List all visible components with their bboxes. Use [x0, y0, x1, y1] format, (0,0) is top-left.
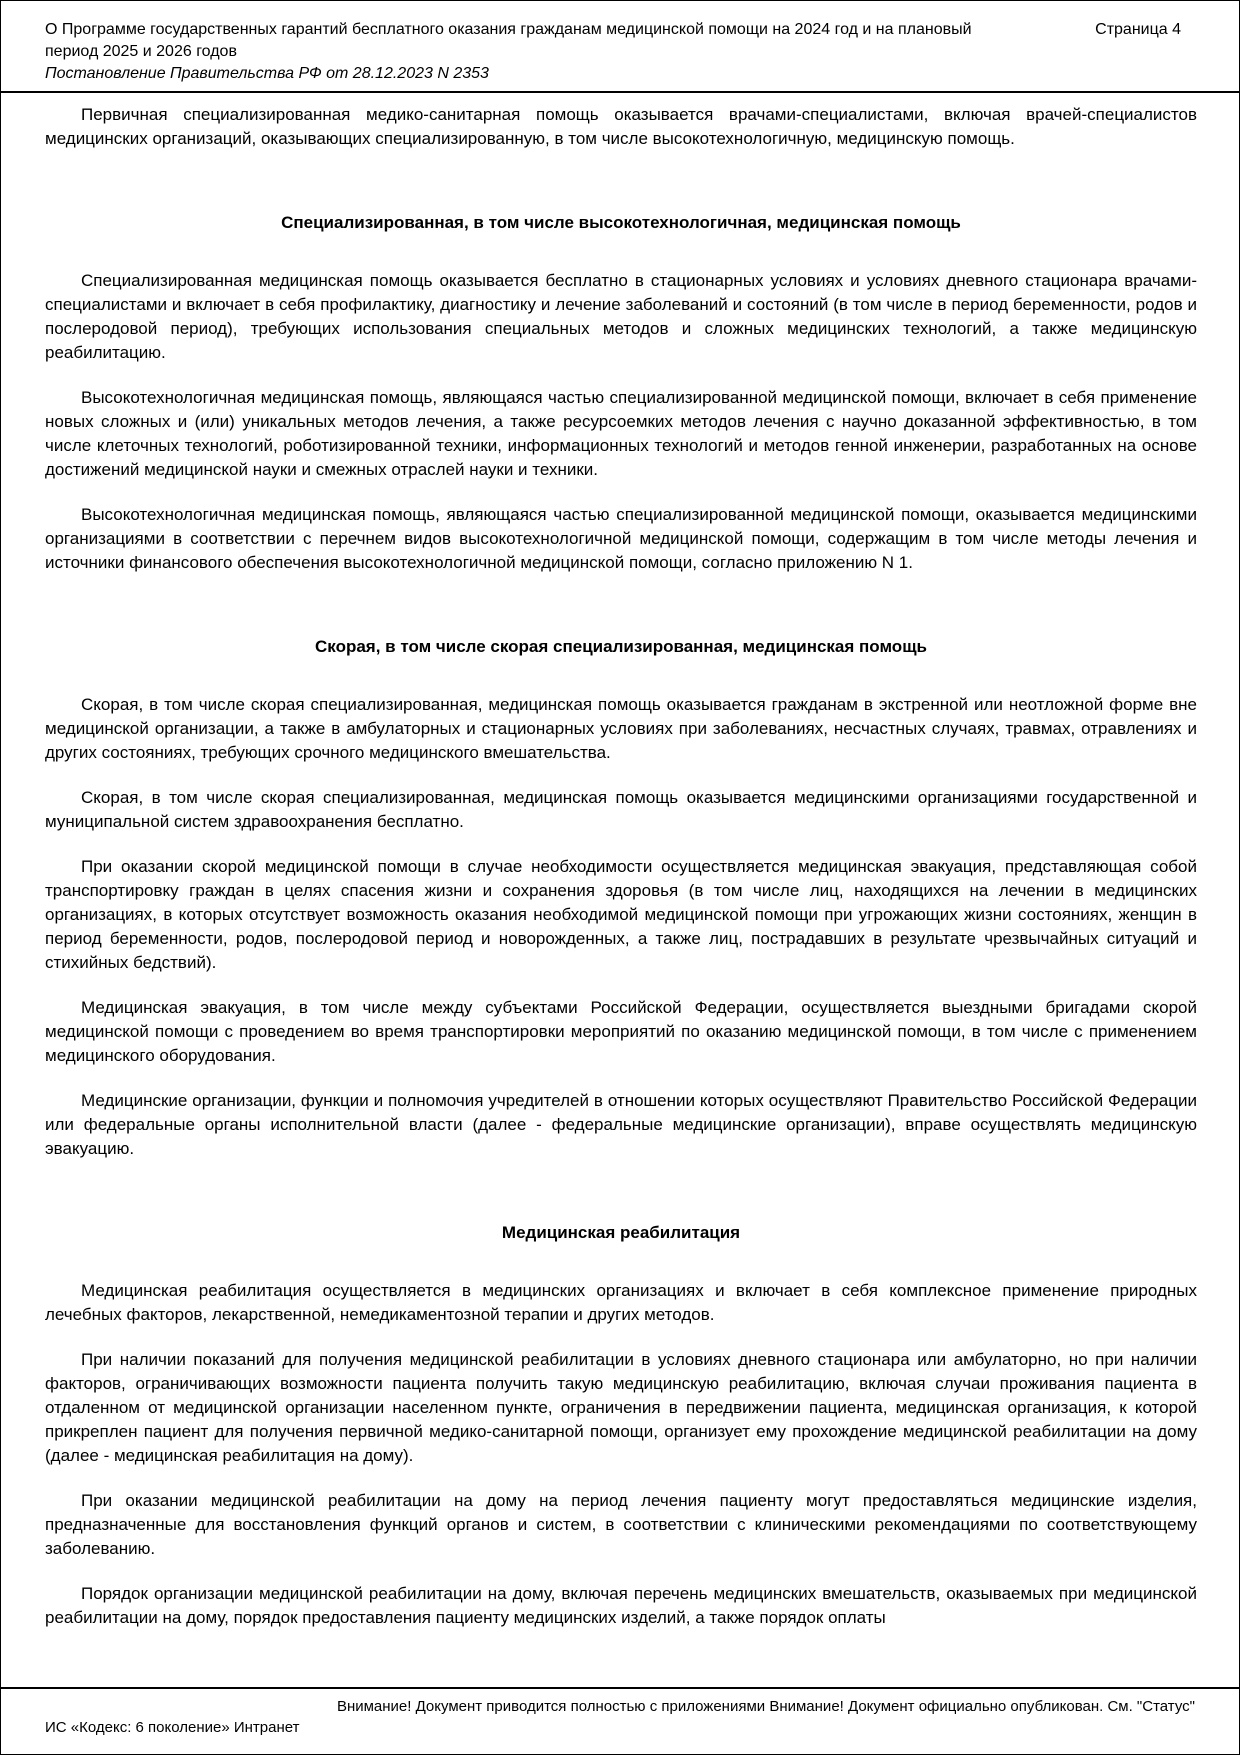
header-title-block [45, 19, 975, 85]
page-header [1, 1, 1239, 93]
paragraph: Первичная специализированная медико-санитарная помощь оказывается врачами-специалистами, включая врачей-специалистов медицинских организаций, оказывающих специализированную, в том числе высокотехнологичную, медицинскую помощь. [45, 105, 1197, 148]
document-info: Постановление Правительства РФ от 28.12.2023 N 2353 [45, 65, 489, 82]
paragraph: Медицинская реабилитация осуществляется в медицинских организациях и включает в себя комплексное применение природных лечебных факторов, лекарственной, немедикаментозной терапии и других методов. [45, 1281, 1197, 1324]
paragraph: Медицинская эвакуация, в том числе между субъектами Российской Федерации, осуществляется выездными бригадами скорой медицинской помощи с проведением во время транспортировки мероприятий по оказанию медицинской помощи, в том числе с применением медицинского оборудования. [45, 998, 1197, 1065]
document-body [1, 93, 1239, 1685]
paragraph: Скорая, в том числе скорая специализированная, медицинская помощь оказывается гражданам в экстренной или неотложной форме вне медицинской организации, а также в амбулаторных и стационарных условиях при заболеваниях, несчастных случаях, травмах, отравлениях и других состояниях, требующих срочного медицинского вмешательства. [45, 695, 1197, 762]
section-heading-medical-rehabilitation: Медицинская реабилитация [501, 1223, 741, 1242]
section-heading-specialized-care: Специализированная, в том числе высокотехнологичная, медицинская помощь [281, 213, 961, 232]
paragraph: Скорая, в том числе скорая специализированная, медицинская помощь оказывается медицинскими организациями государственной и муниципальной систем здравоохранения бесплатно. [45, 788, 1197, 831]
paragraph: При оказании медицинской реабилитации на дому на период лечения пациенту могут предоставляться медицинские изделия, предназначенные для восстановления функций органов и систем, в соответствии с клиническими рекомендациями по соответствующему заболеванию. [45, 1491, 1197, 1558]
paragraph: Медицинские организации, функции и полномочия учредителей в отношении которых осуществляют Правительство Российской Федерации или федеральные органы исполнительной власти (далее - федеральные медицинские организации), вправе осуществлять медицинскую эвакуацию. [45, 1091, 1197, 1158]
paragraph: При наличии показаний для получения медицинской реабилитации в условиях дневного стационара или амбулаторно, но при наличии факторов, ограничивающих возможности пациента получить такую медицинскую реабилитацию, включая случаи проживания пациента в отдаленном от медицинской организации населенном пункте, ограничения в передвижении пациента, медицинская организация, к которой прикреплен пациент для получения первичной медико-санитарной помощи, организует ему прохождение медицинской реабилитации на дому (далее - медицинская реабилитация на дому). [45, 1350, 1197, 1465]
section-heading-emergency-care: Скорая, в том числе скорая специализированная, медицинская помощь [315, 637, 927, 656]
paragraph: Высокотехнологичная медицинская помощь, являющаяся частью специализированной медицинской помощи, оказывается медицинскими организациями в соответствии с перечнем видов высокотехнологичной медицинской помощи, содержащим в том числе методы лечения и источники финансового обеспечения высокотехнологичной медицинской помощи, согласно приложению N 1. [45, 505, 1197, 572]
footer-notice: Внимание! Документ приводится полностью с приложениями Внимание! Документ официально опубликован. См. "Статус" [336, 1698, 1195, 1715]
document-title: О Программе государственных гарантий бесплатного оказания гражданам медицинской помощи на 2024 год и на плановый период 2025 и 2026 годов [45, 21, 972, 60]
paragraph: При оказании скорой медицинской помощи в случае необходимости осуществляется медицинская эвакуация, представляющая собой транспортировку граждан в целях спасения жизни и сохранения здоровья (в том числе лиц, находящихся на лечении в медицинских организациях, в которых отсутствует возможность оказания необходимой медицинской помощи при угрожающих жизни состояниях, женщин в период беременности, родов, послеродовой период и новорожденных, а также лиц, пострадавших в результате чрезвычайных ситуаций и стихийных бедствий). [45, 857, 1197, 972]
paragraph: Порядок организации медицинской реабилитации на дому, включая перечень медицинских вмешательств, оказываемых при медицинской реабилитации на дому, порядок предоставления пациенту медицинских изделий, а также порядок оплаты [45, 1584, 1197, 1627]
paragraph: Высокотехнологичная медицинская помощь, являющаяся частью специализированной медицинской помощи, включает в себя применение новых сложных и (или) уникальных методов лечения, а также ресурсоемких методов лечения с научно доказанной эффективностью, в том числе клеточных технологий, роботизированной техники, информационных технологий и методов генной инженерии, разработанных на основе достижений медицинской науки и смежных отраслей науки и техники. [45, 388, 1197, 479]
paragraph: Специализированная медицинская помощь оказывается бесплатно в стационарных условиях и условиях дневного стационара врачами-специалистами и включает в себя профилактику, диагностику и лечение заболеваний и состояний (в том числе в период беременности, родов и послеродовой период), требующих использования специальных методов и сложных медицинских технологий, а также медицинскую реабилитацию. [45, 271, 1197, 362]
page-number: Страница 4 [1095, 21, 1181, 38]
page-footer [1, 1687, 1239, 1738]
footer-source: ИС «Кодекс: 6 поколение» Интранет [45, 1719, 300, 1736]
